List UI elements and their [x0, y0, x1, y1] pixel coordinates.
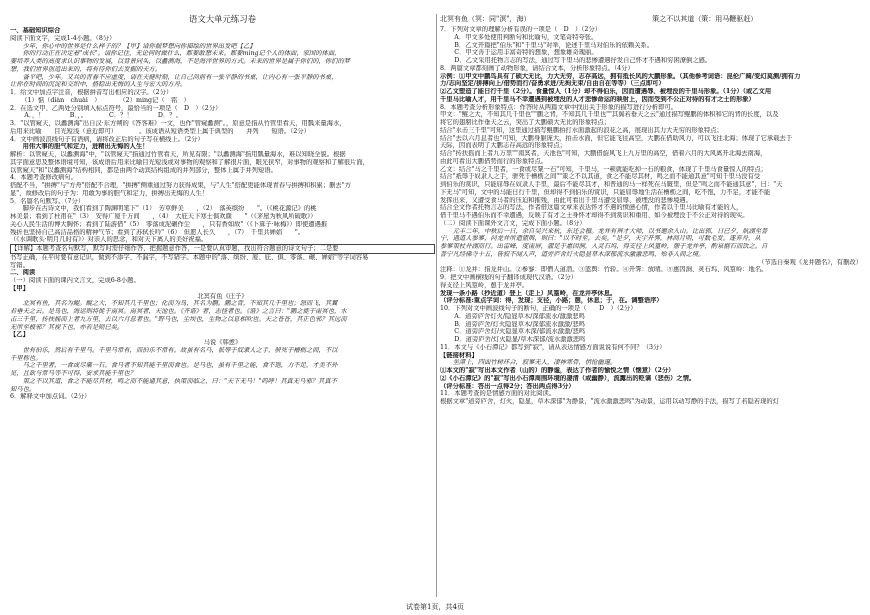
- text-line: ②《小石潭记》的"寂"写出小石潭周围环境的凄清（或幽静），流露出的贬谪（悲伤）之情。: [440, 374, 696, 382]
- text-line: （评分标准:重点字词：得，发现；支径，小路；憩，休息；于，在。调整语序）: [440, 297, 663, 305]
- text-line: 【乙】: [10, 331, 29, 339]
- text-line: 3．"以管窥天，以蠡测海"出自汉·东方朔的《答客难》一文，也作"管窥蠡测"。，原意是指从竹管里看天，用瓢来量海水，: [10, 120, 346, 127]
- text-line: 策之不以其道，食之不能尽其材，鸣之而不能通其意，执策而临之，曰："天下无马！"呜呼！其真无马邪？其真不: [10, 377, 337, 385]
- left-column-body: [10, 27, 435, 401]
- text-line: 借千里马不遇伯乐而不幸遭遇，反映了有才之士身怀才却得不到赏识和重用、如今被埋没于不公正对待的现实。: [440, 212, 749, 219]
- text-line: 根据文章"道旁庐舍，灯火，隐显，草木深郁"为静景，"流水激激悲鸣"为动景，运用以动写静的手法，描写了若隐若现的灯: [440, 398, 780, 405]
- text-line: （《水调歌头·明月几时有》）对亲人的思念，和对天下离人的美好祝福。: [10, 236, 208, 244]
- text-line: 少年，你心中的世界是什么样子的？【甲】请你揣梦想向你描绘的世界出发吧【乙】: [10, 42, 256, 50]
- text-line: 二、阅读: [10, 269, 36, 277]
- text-line: （1）惦（diàn chuài ） （2）ming记（ 铭 ）: [18, 96, 190, 104]
- text-line: 搭配不当，"拼搏"与"方舟"搭配不合理，"拼搏"侧重通过努力获得成果，与"人生"搭配更能体现青春与拼搏和积累；删去"方: [10, 182, 351, 189]
- text-line: 知马也。: [10, 385, 36, 393]
- text-line: D．道旁庐舍/灯火隐显/草木深郁/流水激激悲鸣: [448, 336, 586, 343]
- text-line: 脚步在古诗文中，我们看到了陶渊明笔下"（1） 芳草鲜美 ，（2） 落英缤纷 "。（《桃花源记》的桃: [10, 205, 317, 213]
- text-line: 击三千里，抟扶摇而上者九万里，去以六月息者也。"野马也，尘埃也，生物之以息相吹也。天之苍苍，其正色邪？其远而: [10, 315, 347, 323]
- text-line: 7．下列对文章的理解分析有误的一项是（ D ）（2分）: [440, 26, 602, 33]
- text-line: 北冥有鱼，其名为鲲。鲲之大，不知其几千里也；化而为鸟，其名为鹏。鹏之背，不知其几千里也；怒而飞，其翼: [10, 300, 338, 308]
- right-column-body: [440, 26, 862, 406]
- text-line: 结合全文作者托物言志的写法，作者借这篇文章来表达怀才不遇的愤懑心情，作者以千里马比喻有才能的人，: [440, 204, 743, 212]
- text-line: 千里马比喻人才，用千里马不幸遭遇到被埋没的人才悲惨命运的映射上，因而受到不公正对待的有才之士的形象）: [440, 95, 755, 103]
- text-line: 到伯乐的赏识，只能屈辱在奴隶人手里，最后不能尽其才，和普通的马一样死在马厩里，但是"鸣之而不能通其意"，曰："天: [440, 181, 783, 188]
- text-line: 要培养人类的高度求认识事物的发展，以背景同头，以蠡测海，不是海洋世界的方式。未来的世界是属于你们的，你们的梦: [10, 58, 351, 65]
- text-line: （评分标准：答出一点得2分；答出两点得3分）: [440, 382, 575, 390]
- text-line: 结合"祇辱于奴隶人之手，骈死于槽枥之间""策之不以其道，食之不能尽其材，鸣之而不能通其意"可知千里马没有受: [440, 173, 761, 181]
- text-line: 坐潭上，四面竹树环合，寂寥无人，凄神寒骨，悄怆幽邃。: [440, 359, 617, 367]
- text-line: A．，！ B．，。 C．？！ D．？。: [18, 112, 182, 120]
- text-line: 【详解】本题考查名句默写，默写时需仔细作答，把握题意作答，一是要认真审题，找出符合题意的诗文句子；二是要: [10, 244, 435, 254]
- text-line: 显"，故修改后的句子为：用敢为事的胆气和定力，拼搏出无悔的人生！: [10, 189, 209, 197]
- text-line: 元丰二年，中秋后一日，余自吴兴来杭，东还会稽。龙井有辨才大师，以书邀余入山。比出郭，日已夕，航湖至普: [440, 227, 768, 235]
- page-title: 语文大单元练习卷: [189, 14, 256, 24]
- text-line: 4．本题考查修改病句。: [10, 174, 77, 182]
- text-line: 北冥有鱼《庄子》: [197, 292, 248, 300]
- text-line: 一、基础知识综合: [10, 27, 61, 34]
- annotation-right: 策之不以其道（策：用马鞭驱赶）: [652, 15, 758, 23]
- annotation-left: 北冥有鱼（冥：同"溟"，海）: [440, 15, 531, 23]
- text-line: 8．本题考查分析形象特点：作答时从两篇文章中找出关于形象的描写进行分析即可。: [440, 103, 677, 111]
- text-line: 力/志向坚定/拼搏向上/借势而行/奋勇求进/无拘无束/自由自在等等）（三点即可）: [440, 80, 665, 88]
- text-line: 林美景；看到了杜甫在"（3） 安得广厦千万间 ，（4） 大庇天下寒士俱欢颜 "（《茅屋为秋风所破歌》）: [10, 213, 317, 220]
- annotation-header: [440, 14, 862, 24]
- text-line: 关心人民生活的博大胸怀；看到了陆游借"（5） 零落成泥碾作尘 ，只有香如故"（《卜算子·咏梅》）即使遭遇摧: [10, 220, 328, 228]
- text-line: 4．文中画波浪线句子有语病，请将改正后的句子写在横线上。（2分）: [10, 135, 204, 143]
- text-line: A．道旁庐舍灯火/隐显草木/深郁流水/激激悲鸣: [448, 312, 585, 320]
- text-line: 无所至极邪？其视下也，亦若是则已矣。: [10, 323, 124, 331]
- text-line: 阅读下面文字，完成1-4小题。（8分）: [10, 34, 116, 42]
- text-line: 后用来比喻 目光短浅（意近即可） 。该成语从短语类型上属于典型的 并列 短语。（2分）: [10, 127, 310, 135]
- text-line: 见，且欲与常马等不可得，安求其能千里也？: [10, 370, 136, 377]
- text-line: 马之千里者，一食或尽粟一石。食马者不知其能千里而食也。是马也，虽有千里之能，食不饱，力不足，才美不外: [10, 362, 338, 370]
- text-line: 5．名篇名句默写。（7分）: [10, 197, 85, 205]
- text-line: 注释：①龙井：指龙井山。②参寥：即僧人道潜。③篮舆：竹轿。④开霁：放晴。⑤惠因涧、灵石坞、风篁岭：地名。: [440, 266, 768, 274]
- text-line: 其字面意思及整体语境可知，该成语后用来比喻目光短浅或对事物的观察和了解很片面，眼光狭窄，对事物的观察和了解很片面，: [10, 158, 369, 166]
- text-line: 解析：以管窥天，以蠡测海"中，"以管窥天"指通过竹管看天，所见有限；"以蠡测海"指用瓢量海水，难以知晓全貌。根据: [10, 151, 346, 158]
- text-line: B．乙文开篇把"伯乐"和"千里马"对举，论述千里马对伯乐的依赖关系。: [448, 41, 654, 49]
- left-column: [10, 14, 435, 597]
- text-line: 结合"去以六月息者也"可知，大鹏身躯庞大，拍击水面，但它能飞往高空，大鹏在借助风力，可以飞往北海；体现了它承载去于: [440, 134, 793, 142]
- right-column: [440, 14, 862, 597]
- text-line: ②乙文塑造了能日行千里（2分）。食量惊人（1分）却不得伯乐，因而遭遇辱、被埋没的千里马形象。（1分）（或乙文用: [440, 88, 772, 95]
- text-line: 【甲】: [10, 284, 29, 292]
- text-line: 11．本文与《小石潭记》都写到"寂"，请从表达情感方面说说有何不同？（3分）: [440, 343, 666, 351]
- text-line: 6．解释文中加点词。（2分）: [10, 393, 91, 401]
- text-line: C．甲文善于运用丰富奇特的想象，想象雄奇瑰丽。: [448, 49, 598, 57]
- text-line: 宁，遇道人参寥，问龙井所遣篮舆，则曰："以不时至，去矣。"是夕，天宇开霁，林间月明，可数毛发。遂弃舟，从: [440, 235, 761, 243]
- text-line: 结合"抟扶摇而上者九万里""南冥者，天池也"可知，大鹏借旋风飞上九万里的高空，借着六月的大风离开北海去南海，: [440, 150, 767, 157]
- text-line: 甲文："鲲之大，不知其几千里也""鹏之背，不知其几千里也""其翼若垂天之云"通过描写鲲鹏的体积和它的背的长度，以及: [440, 111, 779, 119]
- text-line: 示例：①甲文中鹏鸟具有了硕大无比，力大无穷，志存高远，拥有抵长风的大鹏形象。（其他参考词语：昆伦广阔/变幻莫测/拥有力: [440, 72, 801, 80]
- text-line: 结合"水击三千里"可知，这里通过描写鲲鹏拍打水面激起的浪花之高，展现出其力大无穷的形象特点；: [440, 126, 723, 134]
- text-line: （二）阅读下面课外文言文，完成下面小题。（8分）: [440, 219, 586, 227]
- text-line: 发现一条小路（抄近道）登上（走上）风篁岭，在龙井亭休息。: [440, 289, 617, 297]
- text-line: 将它的翅膀比作垂天之云，突出了大鹏硕大无比的形象特点；: [440, 119, 611, 126]
- text-line: 备平吧，少年。又共的青春不应虚度，请在天健时刻，让自己尚前有一张平静的书桌，让内心有一张平静的书桌，: [10, 73, 338, 81]
- text-line: 下无马"可知，文中的马能日行千里，但却得不到伯乐的赏识，只能屈辱地生活在槽枥之间，吃不饱，力不足，才能不能: [440, 188, 771, 196]
- text-line: 得支径上风篁岭，憩于龙井亭。: [440, 281, 529, 289]
- text-line: 乙文：结合"马之千里者，一食或尽粟一石"可知，千里马，一顿就能吃掉一石的粮食，体现了千里马食量惊人的特点；: [440, 165, 767, 173]
- text-line: A．甲文多处使用判断句和比喻句，文笔奇特夸张。: [448, 33, 598, 41]
- text-line: 天际，因而表明了大鹏志存高远的形象特点；: [440, 142, 566, 150]
- page-footer: 试卷第1页，共4页: [406, 603, 464, 611]
- text-line: 由此可看出大鹏借势而行的形象特点。: [440, 157, 548, 165]
- text-line: 世有伯乐，然后有千里马。千里马常有，而伯乐不常有。故虽有名马，祇辱于奴隶人之手，骈死于槽枥之间，不以: [10, 346, 338, 354]
- text-line: 让你在时间的沉淀和交织中，搭稳出无悔的人生与宏大的方舟。: [10, 81, 187, 89]
- text-line: 2．在选文甲、乙两处分别填入标点符号，最恰当的一项是（ D ）（2分）: [10, 104, 222, 112]
- text-line: 11．本题考查的是情感方面的对比阅读。: [440, 390, 556, 398]
- text-line: ①本文的"寂"写出本文作者（山的）的静谧，表达了作者的愉悦之情（惬意）（2分）: [440, 367, 675, 374]
- text-line: 发挥出来，又遭受食马者的压迫和摧残，由此可看出千里马遭受屈辱、被埋没的悲惨境遇。: [440, 196, 692, 204]
- text-line: 9．把文中画横线的句子翻译成现代汉语。（2分）: [440, 274, 578, 281]
- text-line: （一）阅读下面的课内文言文，完成6-8小题。: [10, 277, 140, 284]
- text-line: （节选自秦观《龙井题名》，有删改）: [758, 258, 862, 266]
- text-line: 写错。: [10, 261, 29, 269]
- text-line: B．道旁庐舍/灯火隐显草木/深郁流水激激/悲鸣: [448, 320, 585, 328]
- text-line: 书写正确，在平时要有意记识，做到不添字、不漏字，不写错字。本题中的"落、缤纷、厦、庇、俱、零落、碾、婵娟"等字词容易: [10, 253, 369, 261]
- text-line: 若垂天之云。是鸟也，海运则将徙于南冥。南冥者，天池也。《齐谐》者，志怪者也。《谐》之言曰："鹏之徙于南冥也，水: [10, 308, 347, 315]
- text-line: 1．给文中加点字注音，根据拼音写出相应的汉字。（2分）: [10, 89, 173, 96]
- text-line: 千里称也。: [10, 354, 42, 362]
- text-line: D．乙文采用托物言志的写法，通过写千里马的悲惨遭遇抒发自己怀才不遇和穷困潦倒之感。: [448, 57, 712, 64]
- text-line: 你的行动正在决定着"成长"。请你记住，无论何时做什么，都要敢想未来。都要ming记个人的体面，家国的体面，: [10, 50, 341, 58]
- text-line: 【链接材料】: [440, 351, 478, 359]
- text-line: 8．两篇文章都刻画了动物形象，请结合文本，分析形象特点。（4分）: [440, 64, 634, 72]
- text-line: 想，我们世界创造出来的，将有待你们去发掘的天方。: [10, 65, 162, 73]
- text-line: 参寥策杖并湖而行。出雷峰，度南屏，濯足于惠因涧，入灵石坞，得支径上风篁岭，憩于龙井亭，酌泉据石而饮之。自: [440, 243, 768, 250]
- text-line: 马说《韩愈》: [203, 339, 242, 346]
- text-line: C．道旁庐舍灯/火隐显草木深/郁流水激激/悲鸣: [448, 328, 586, 336]
- text-line: 10．下列对文中画波线句子的断句，正确的一项是（ D ）（2分）: [440, 305, 637, 312]
- text-line: 普宁凡经佛寺十五，皆寂不闻人声，道旁庐舍灯火隐显草木深郁流水激激悲鸣，殆非人间之境。: [440, 250, 705, 258]
- text-line: 以管窥天"和"以蠡测海"结构相同，都是由两个动宾结构组成的并列部分，整体上属于并列短语。: [10, 166, 277, 174]
- column-divider: [436, 14, 437, 597]
- text-line: 用伟大事的胆气和定力，进精出无悔的人生！: [10, 143, 149, 151]
- text-line: 残折也坚持自己高洁品格的精神气节；看到了苏轼长吟"（6） 但愿人长久 ，（7） 千里共婵娟 "。: [10, 228, 305, 236]
